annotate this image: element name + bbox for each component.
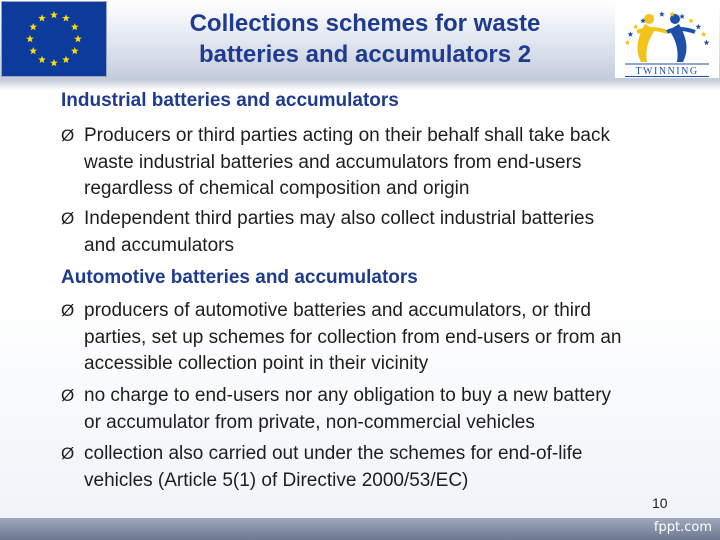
page-number: 10 [652, 495, 668, 511]
twinning-logo [615, 2, 719, 78]
bullet-line: accessible collection point in their vicinity [84, 353, 429, 374]
footer-brand: fppt.com [653, 520, 712, 535]
twinning-star-icon [695, 24, 701, 29]
slide-title [118, 8, 612, 70]
bullet-line: waste industrial batteries and accumulators from end-users [84, 151, 582, 173]
twinning-star-icon [628, 31, 634, 36]
bullet-item [61, 441, 717, 494]
twinning-text: TWINNING [635, 66, 699, 77]
eu-star-icon [50, 59, 58, 66]
twinning-star-icon [659, 11, 665, 16]
twinning-star-icon [679, 14, 685, 19]
eu-star-icon [29, 47, 37, 54]
title-line-2: batteries and accumulators 2 [198, 41, 532, 68]
bullet-line: Producers or third parties acting on their behalf shall take back [84, 125, 610, 146]
bullet-line: regardless of chemical composition and origin [84, 178, 470, 199]
bullet-line: or accumulator from private, non-commercial vehicles [84, 411, 535, 433]
eu-star-icon [71, 47, 79, 54]
bullet-item [61, 298, 717, 378]
bullet-line: parties, set up schemes for collection from end-users or from an [84, 326, 622, 348]
twinning-star-icon [701, 31, 707, 36]
section-heading-industrial: Industrial batteries and accumulators [61, 90, 399, 111]
eu-star-icon [26, 35, 34, 42]
twinning-star-icon [625, 40, 631, 45]
eu-star-icon [62, 14, 70, 21]
bullet-arrow-icon: Ø [61, 444, 75, 463]
eu-star-icon [74, 35, 82, 42]
section-heading-automotive: Automotive batteries and accumulators [61, 267, 418, 288]
eu-star-icon [62, 56, 70, 63]
eu-star-icon [29, 23, 37, 30]
footer-bar [0, 518, 720, 540]
eu-star-icon [38, 56, 46, 63]
twinning-star-icon [633, 24, 639, 29]
twinning-star-icon [688, 18, 694, 23]
bullet-item [61, 383, 717, 436]
bullet-arrow-icon: Ø [61, 126, 75, 145]
bullet-line: collection also carried out under the schemes for end-of-life [84, 443, 583, 464]
bullet-item [61, 206, 717, 259]
bullet-arrow-icon: Ø [61, 386, 75, 405]
eu-star-icon [71, 23, 79, 30]
bullet-arrow-icon: Ø [61, 209, 75, 228]
eu-flag-icon [2, 2, 106, 76]
eu-star-icon [38, 14, 46, 21]
bullet-line: and accumulators [84, 234, 234, 256]
bullet-line: producers of automotive batteries and accumulators, or third [84, 300, 591, 321]
bullet-line: vehicles (Article 5(1) of Directive 2000/53/EC) [84, 469, 469, 491]
twinning-star-icon [704, 40, 710, 45]
bullet-line: Independent third parties may also collect industrial batteries [84, 208, 595, 229]
bullet-arrow-icon: Ø [61, 301, 75, 320]
bullet-line: no charge to end-users nor any obligation to buy a new battery [84, 385, 612, 406]
title-line-1: Collections schemes for waste [189, 10, 541, 37]
eu-star-icon [50, 11, 58, 18]
bullet-item [61, 123, 717, 203]
